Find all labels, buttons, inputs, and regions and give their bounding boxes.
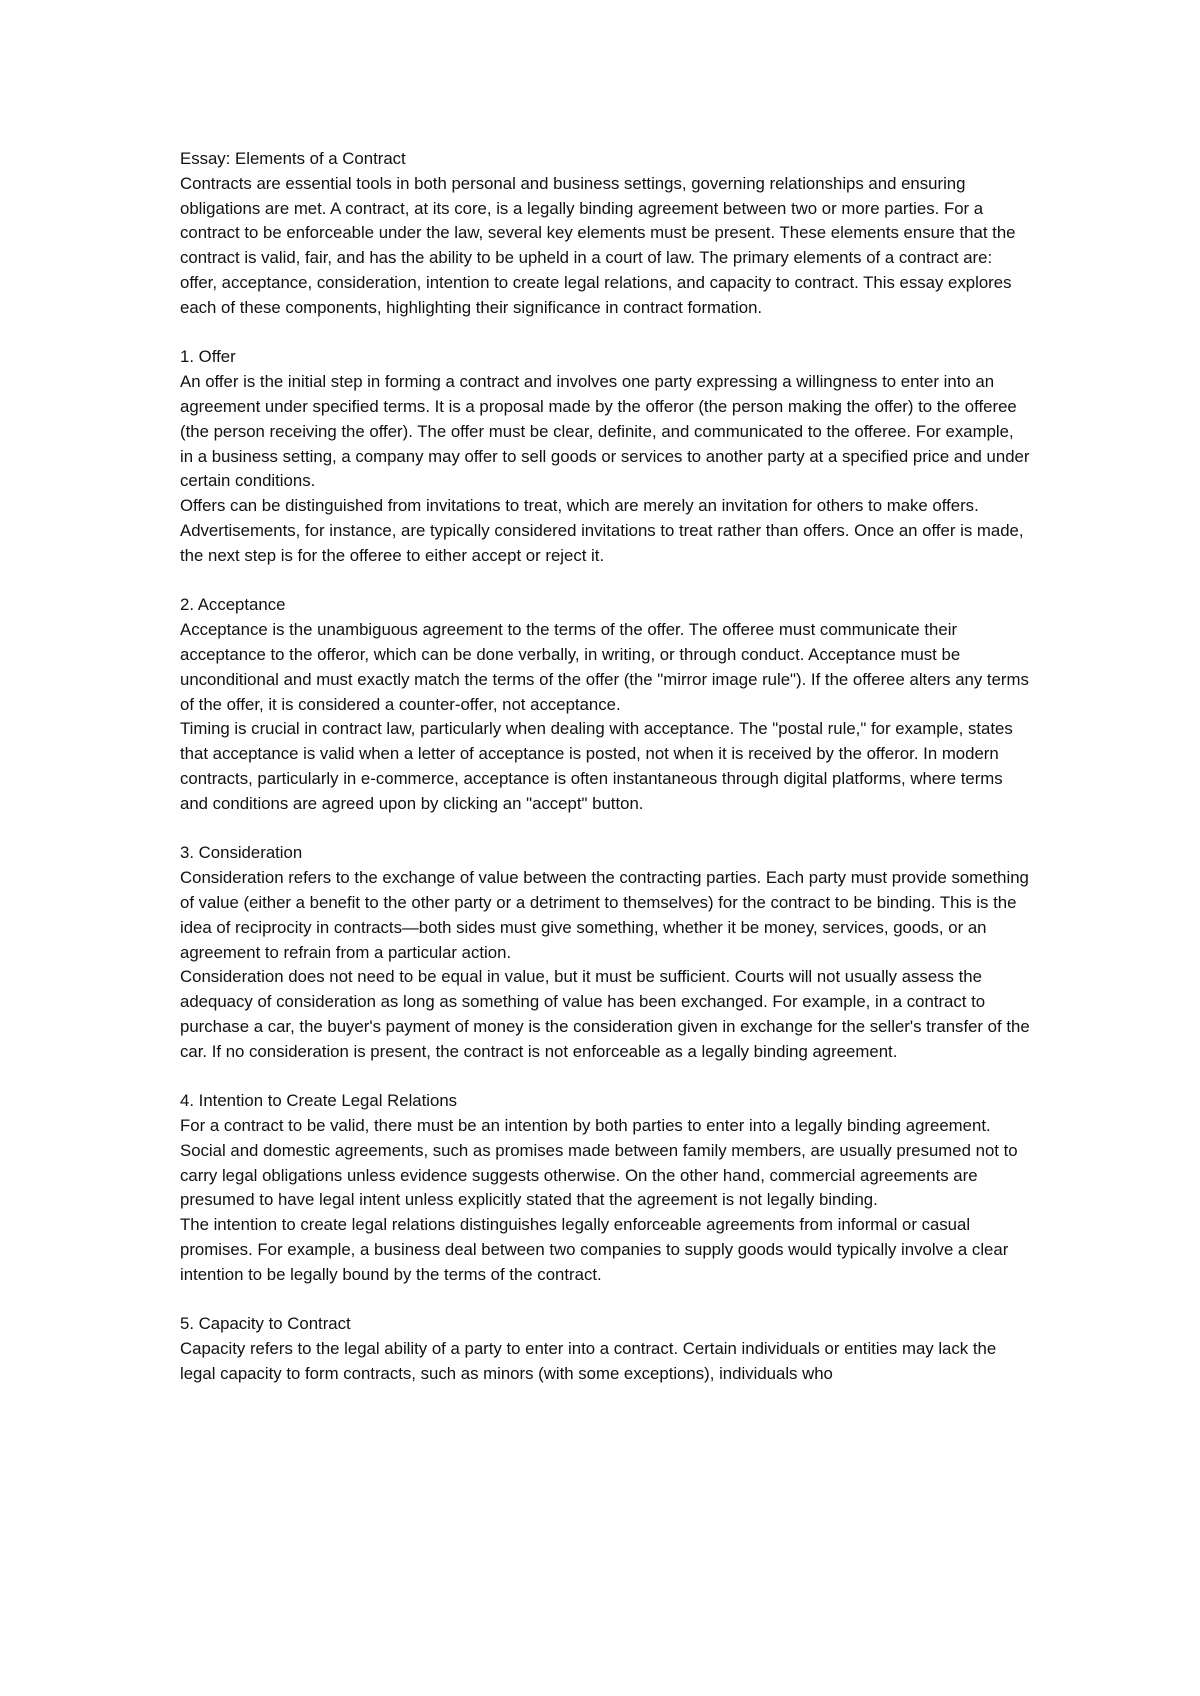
section-consideration [180,841,1030,1064]
document-page [180,147,1030,1412]
section-paragraph: Capacity refers to the legal ability of a party to enter into a contract. Certain individuals or entities may lack the legal capacity to form contracts, such as minors (with some exceptions), individuals who [180,1339,997,1384]
section-paragraph: Acceptance is the unambiguous agreement to the terms of the offer. The offeree must communicate their acceptance to the offeror, which can be done verbally, in writing, or through conduct. Acceptance must be unconditional and must exactly match the terms of the offer (the "mirror image rule"). If the offeree alters any terms of the offer, it is considered a counter-offer, not acceptance. [180,620,1029,714]
intro-paragraph: Contracts are essential tools in both personal and business settings, governing relationships and ensuring obligations are met. A contract, at its core, is a legally binding agreement between two or more parties. For a contract to be enforceable under the law, several key elements must be present. These elements ensure that the contract is valid, fair, and has the ability to be upheld in a court of law. The primary elements of a contract are: offer, acceptance, consideration, intention to create legal relations, and capacity to contract. This essay explores each of these components, highlighting their significance in contract formation. [180,173,1016,317]
section-paragraph: Consideration does not need to be equal in value, but it must be sufficient. Courts will not usually assess the adequacy of consideration as long as something of value has been exchanged. For example, in a contract to purchase a car, the buyer's payment of money is the consideration given in exchange for the seller's transfer of the car. If no consideration is present, the contract is not enforceable as a legally binding agreement. [180,967,1030,1061]
section-paragraph: Offers can be distinguished from invitations to treat, which are merely an invitation for others to make offers. Advertisements, for instance, are typically considered invitations to treat rather than offers. Once an offer is made, the next step is for the offeree to either accept or reject it. [180,496,1024,565]
section-paragraph: Consideration refers to the exchange of value between the contracting parties. Each party must provide something of value (either a benefit to the other party or a detriment to themselves) for the contract to be binding. This is the idea of reciprocity in contracts—both sides must give something, whether it be money, services, goods, or an agreement to refrain from a particular action. [180,868,1029,962]
section-intention [180,1089,1030,1287]
section-heading: 3. Consideration [180,843,303,863]
section-paragraph: Timing is crucial in contract law, particularly when dealing with acceptance. The "postal rule," for example, states that acceptance is valid when a letter of acceptance is posted, not when it is received by the offeror. In modern contracts, particularly in e-commerce, acceptance is often instantaneous through digital platforms, where terms and conditions are agreed upon by clicking an "accept" button. [180,719,1013,813]
section-paragraph: The intention to create legal relations distinguishes legally enforceable agreements from informal or casual promises. For example, a business deal between two companies to supply goods would typically involve a clear intention to be legally bound by the terms of the contract. [180,1215,1009,1284]
section-heading: 2. Acceptance [180,595,286,615]
section-acceptance [180,593,1030,816]
section-capacity [180,1312,1030,1386]
section-paragraph: For a contract to be valid, there must be an intention by both parties to enter into a legally binding agreement. Social and domestic agreements, such as promises made between family members, are usually presumed not to carry legal obligations unless evidence suggests otherwise. On the other hand, commercial agreements are presumed to have legal intent unless explicitly stated that the agreement is not legally binding. [180,1116,1018,1210]
section-heading: 1. Offer [180,347,236,367]
section-heading: 4. Intention to Create Legal Relations [180,1091,458,1111]
intro-block [180,147,1030,321]
section-paragraph: An offer is the initial step in forming a contract and involves one party expressing a willingness to enter into an agreement under specified terms. It is a proposal made by the offeror (the person making the offer) to the offeree (the person receiving the offer). The offer must be clear, definite, and communicated to the offeree. For example, in a business setting, a company may offer to sell goods or services to another party at a specified price and under certain conditions. [180,372,1030,491]
section-heading: 5. Capacity to Contract [180,1314,351,1334]
document-title: Essay: Elements of a Contract [180,149,406,168]
section-offer [180,345,1030,568]
